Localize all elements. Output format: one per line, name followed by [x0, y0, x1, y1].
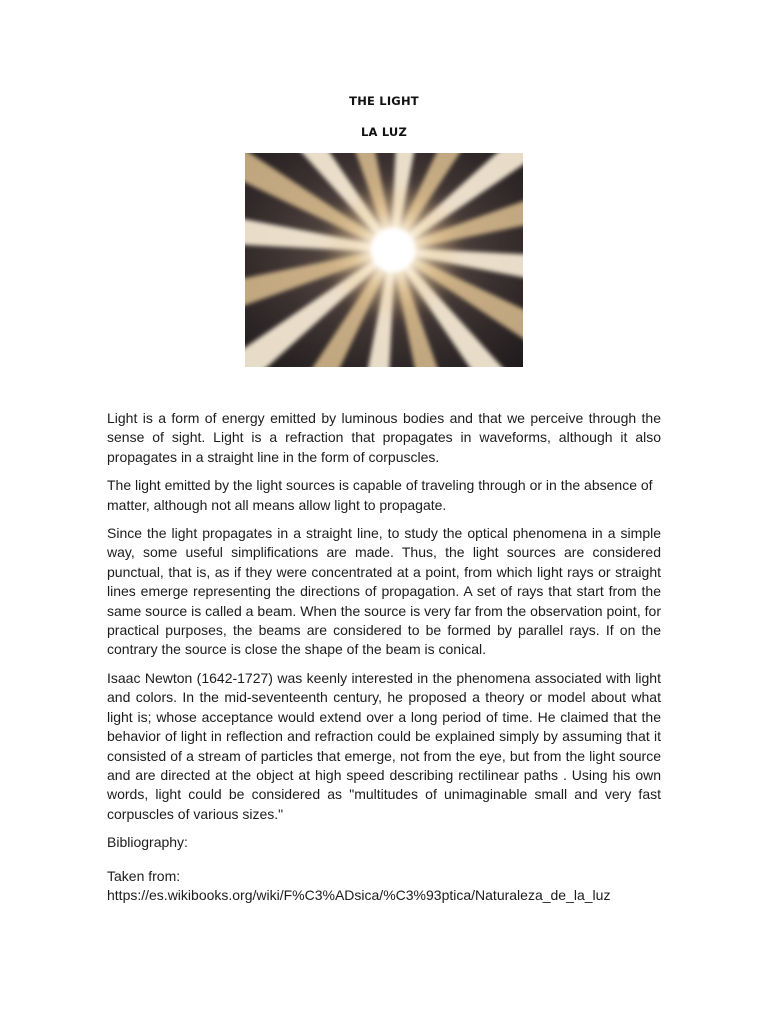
document-title: THE LIGHT: [349, 94, 419, 108]
paragraph-propagation: The light emitted by the light sources is capable of traveling through or in the absence of matter, although not all means allow light to propagate.: [107, 477, 653, 513]
source-url[interactable]: https://es.wikibooks.org/wiki/F%C3%ADsica/%C3%93ptica/Naturaleza_de_la_luz: [107, 886, 611, 903]
document-body: [107, 409, 661, 914]
paragraph-intro: Light is a form of energy emitted by luminous bodies and that we perceive through the sense of sight. Light is a refraction that propagates in waveforms, although it also propagates in a straight line in the form of corpuscles.: [107, 410, 661, 465]
paragraph-rays-beams: Since the light propagates in a straight line, to study the optical phenomena in a simple way, some useful simplifications are made. Thus, the light sources are considered punctual, that is, as if they were concentrated at a point, from which light rays or straight lines emerge representing the directions of propagation. A set of rays that start from the same source is called a beam. When the source is very far from the observation point, for practical purposes, the beams are considered to be formed by parallel rays. If on the contrary the source is close the shape of the beam is conical.: [107, 525, 661, 658]
source-citation: [107, 867, 661, 906]
document-subtitle: LA LUZ: [360, 125, 408, 139]
starburst-light-image: [245, 153, 523, 367]
bibliography-heading: Bibliography:: [107, 834, 188, 851]
taken-from-label: Taken from:: [107, 867, 181, 884]
paragraph-newton: Isaac Newton (1642-1727) was keenly interested in the phenomena associated with light and colors. In the mid-seventeenth century, he proposed a theory or model about what light is; whose acceptance would extend over a long period of time. He claimed that the behavior of light in reflection and refraction could be explained simply by assuming that it consisted of a stream of particles that emerge, not from the eye, but from the light source and are directed at the object at high speed describing rectilinear paths . Using his own words, light could be considered as "multitudes of unimaginable small and very fast corpuscles of various sizes.": [107, 669, 661, 822]
